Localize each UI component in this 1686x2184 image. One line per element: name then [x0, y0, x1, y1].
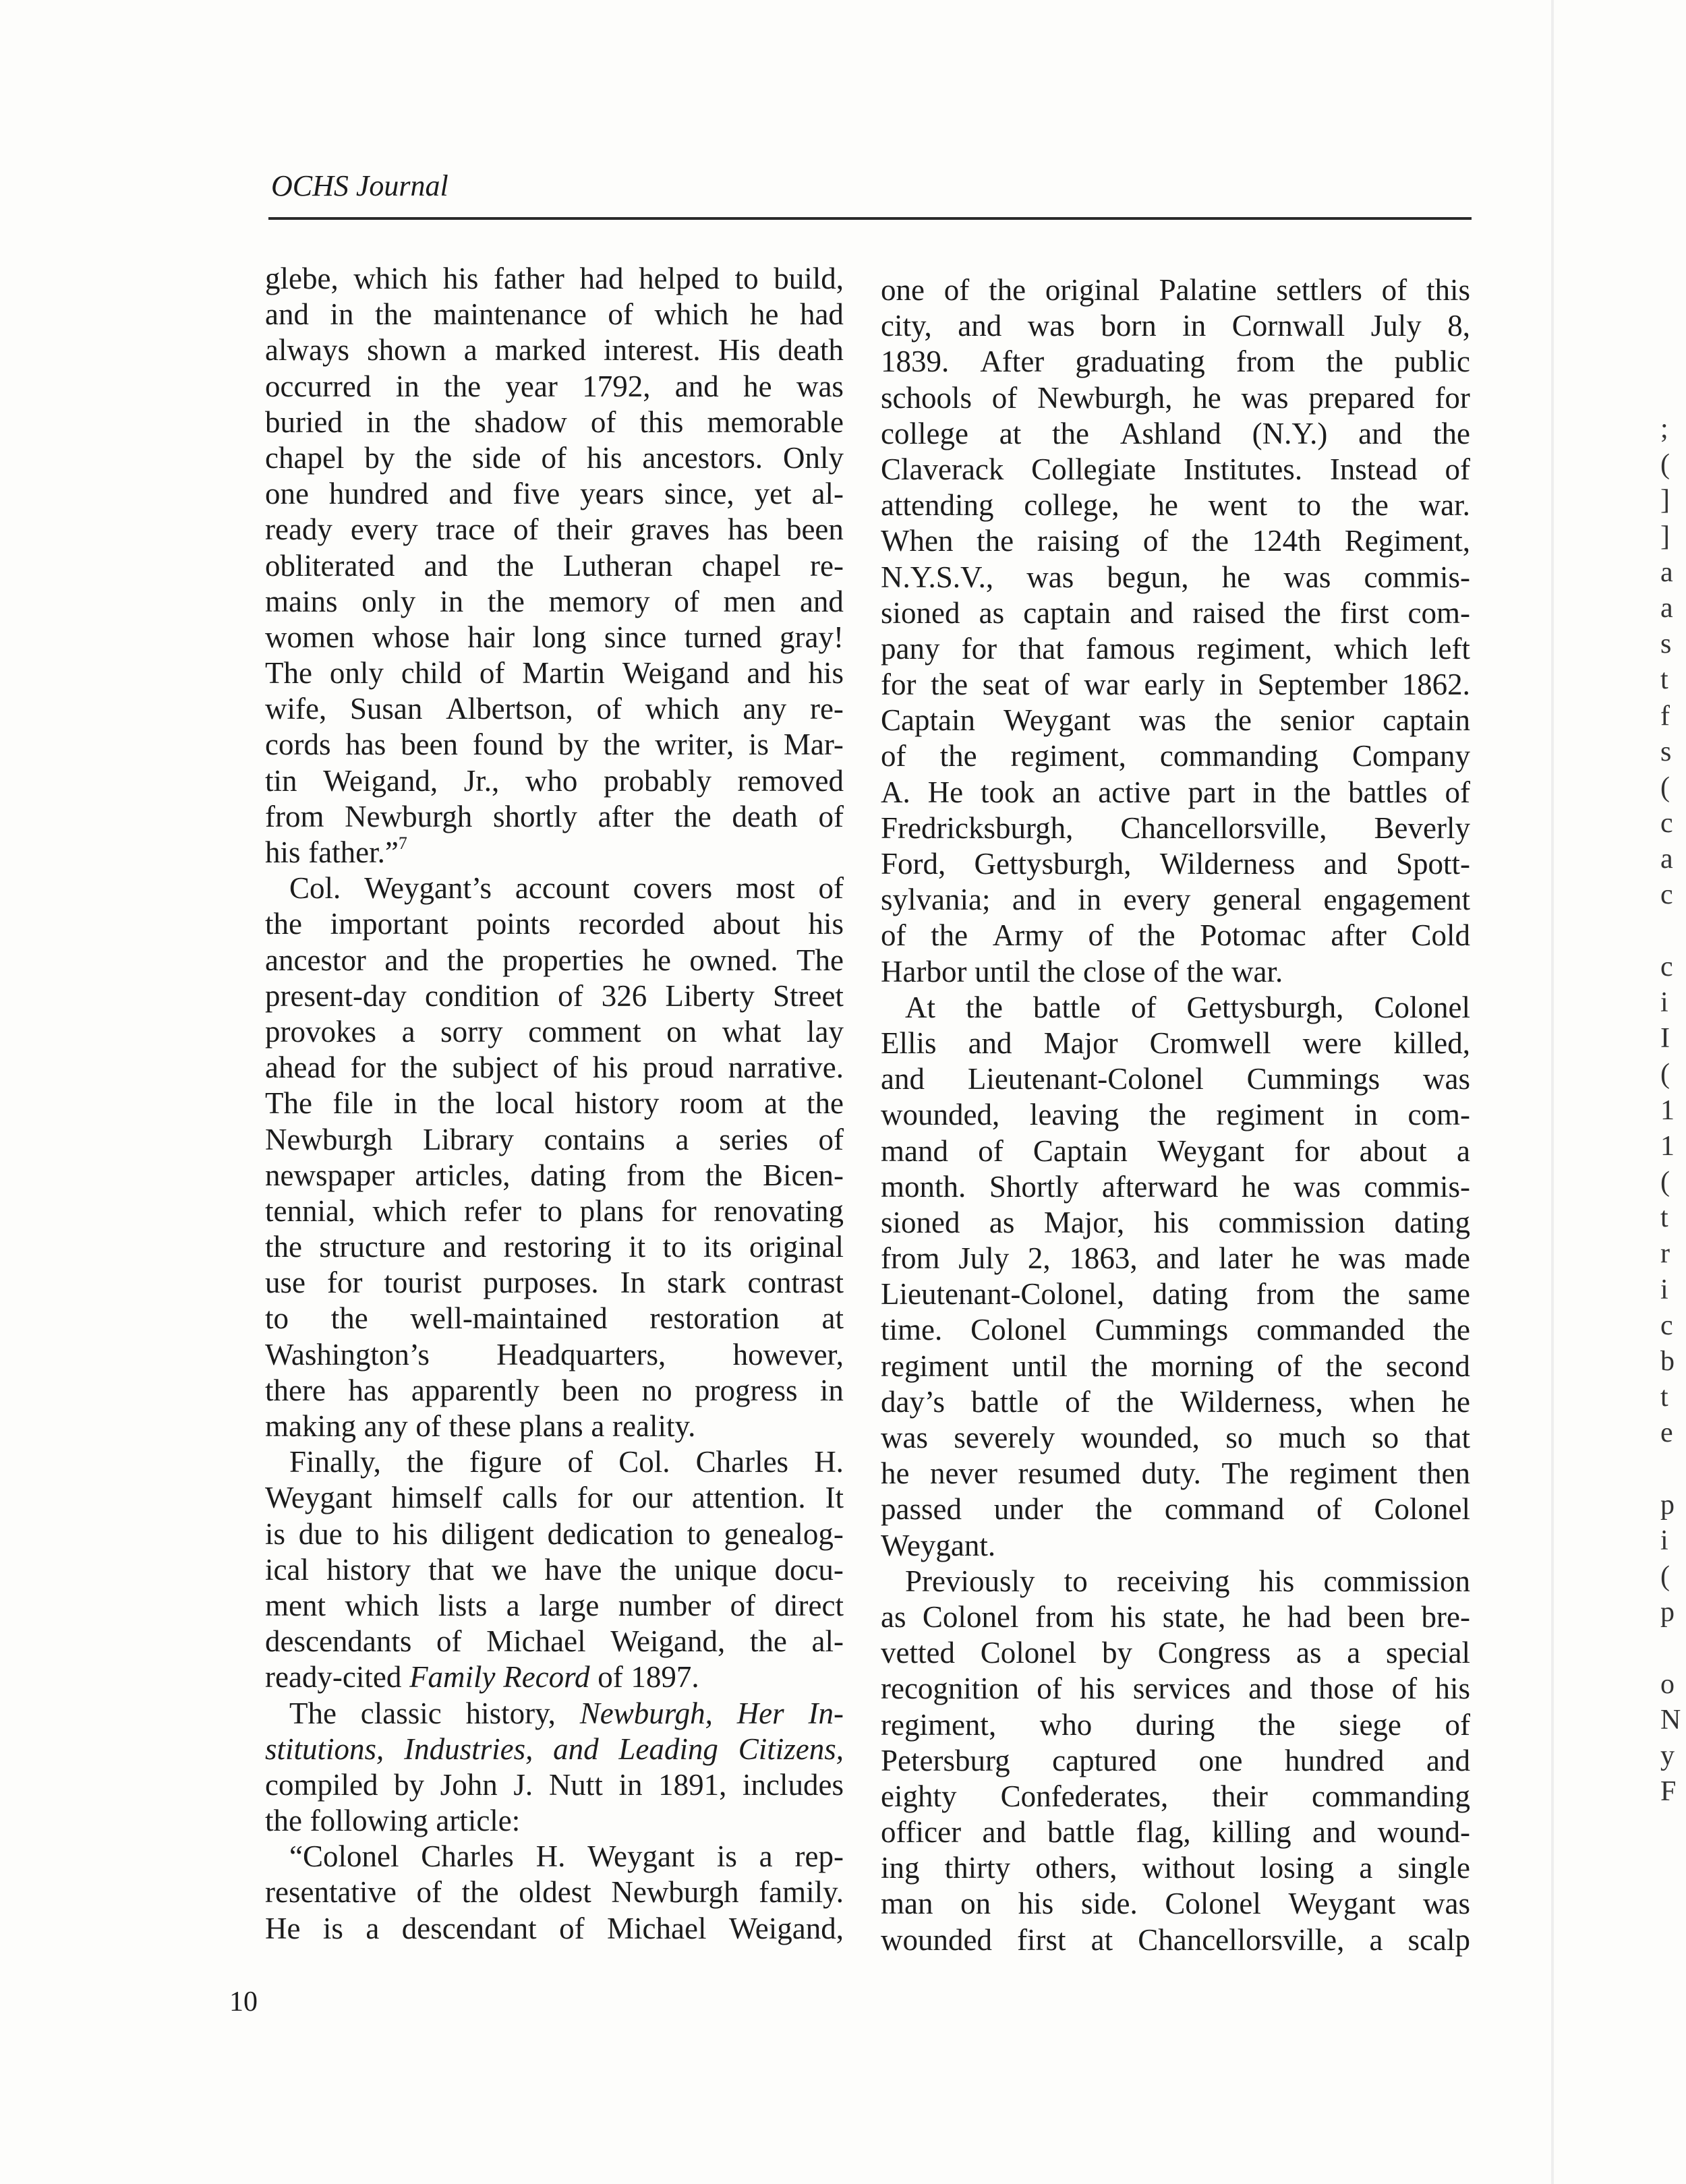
page-fragment-char: r — [1660, 1238, 1670, 1270]
page-fragment-char: a — [1660, 592, 1673, 624]
text-line: officer and battle flag, killing and wound- — [881, 1815, 1470, 1850]
text-line: ancestor and the properties he owned. The — [265, 943, 844, 977]
page-fragment-char — [1660, 1630, 1686, 1666]
text-line: tennial, which refer to plans for renovating — [265, 1193, 844, 1228]
text-line: from July 2, 1863, and later he was made — [881, 1241, 1470, 1276]
page-number: 10 — [229, 1986, 258, 2017]
text-line: recognition of his services and those of his — [881, 1672, 1470, 1706]
text-line: sioned as Major, his commission dating — [881, 1205, 1470, 1239]
text-line: stitutions, Industries, and Leading Citizens, — [265, 1732, 844, 1766]
text-line: Ford, Gettysburgh, Wilderness and Spott- — [881, 847, 1470, 881]
page-fragment-char: c — [1660, 879, 1673, 911]
page-fragment-char: o — [1660, 1668, 1675, 1700]
text-line: 1839. After graduating from the public — [881, 345, 1470, 379]
page-fragment-char: ; — [1660, 413, 1668, 444]
text-line: wife, Susan Albertson, of which any re- — [265, 692, 844, 726]
text-line: Lieutenant-Colonel, dating from the same — [881, 1277, 1470, 1311]
text-line: glebe, which his father had helped to build, — [265, 262, 844, 295]
text-line: college at the Ashland (N.Y.) and the — [881, 416, 1470, 450]
page-fragment-char: ( — [1660, 449, 1670, 481]
text-line: the important points recorded about his — [265, 907, 844, 941]
page-fragment-char: p — [1660, 1597, 1675, 1628]
page-fragment-char: t — [1660, 1202, 1668, 1234]
text-line: eighty Confederates, their commanding — [881, 1779, 1470, 1813]
text-line: sioned as captain and raised the first com- — [881, 595, 1470, 630]
text-line: schools of Newburgh, he was prepared for — [881, 380, 1470, 415]
page-fragment-char: e — [1660, 1417, 1673, 1449]
text-line: for the seat of war early in September 1862. — [881, 668, 1470, 702]
text-line: Col. Weygant’s account covers most of — [289, 871, 844, 906]
text-line: from Newburgh shortly after the death of — [265, 799, 844, 833]
header-rule — [268, 217, 1472, 220]
page-fragment-char: f — [1660, 700, 1670, 732]
page-fragment-char: N — [1660, 1704, 1681, 1736]
text-line: ready every trace of their graves has been — [265, 512, 844, 547]
text-line: of the Army of the Potomac after Cold — [881, 918, 1470, 953]
page-fragment-char: F — [1660, 1776, 1677, 1808]
page-fragment-char: ( — [1660, 771, 1670, 803]
text-line: was severely wounded, so much so that — [881, 1421, 1470, 1454]
text-line: Previously to receiving his commission — [905, 1564, 1470, 1598]
text-line: one hundred and five years since, yet al- — [265, 477, 844, 511]
text-line: the structure and restoring it to its original — [265, 1230, 844, 1264]
page-fragment-char: c — [1660, 951, 1673, 982]
page-fragment-char: ( — [1660, 1166, 1670, 1198]
text-line: Weygant himself calls for our attention. It — [265, 1481, 844, 1515]
text-line: The classic history, Newburgh, Her In- — [289, 1696, 844, 1730]
text-line: ment which lists a large number of direct — [265, 1588, 844, 1622]
page-fragment-char: t — [1660, 1382, 1668, 1413]
text-line: Fredricksburgh, Chancellorsville, Beverly — [881, 810, 1470, 845]
page-fragment-char: a — [1660, 844, 1673, 875]
text-line: his father.”$^7$ — [265, 833, 407, 869]
text-line: chapel by the side of his ancestors. Only — [265, 440, 844, 475]
text-line: regiment, who during the siege of — [881, 1707, 1470, 1742]
text-line: pany for that famous regiment, which left — [881, 631, 1470, 666]
text-line: tin Weigand, Jr., who probably removed — [265, 763, 844, 798]
text-line: passed under the command of Colonel — [881, 1492, 1470, 1527]
left-text-column — [265, 261, 844, 1947]
text-line: wounded, leaving the regiment in com- — [881, 1098, 1470, 1132]
text-line: Captain Weygant was the senior captain — [881, 703, 1470, 738]
text-line: compiled by John J. Nutt in 1891, includes — [265, 1767, 844, 1802]
text-line: newspaper articles, dating from the Bicen- — [265, 1158, 844, 1192]
text-line: wounded first at Chancellorsville, a scalp — [881, 1922, 1470, 1957]
text-line: Ellis and Major Cromwell were killed, — [881, 1026, 1470, 1060]
page-fragment-char: i — [1660, 1274, 1668, 1305]
page-fragment-char: a — [1660, 556, 1673, 588]
text-line: descendants of Michael Weigand, the al- — [265, 1624, 844, 1659]
text-line: obliterated and the Lutheran chapel re- — [265, 548, 844, 583]
text-line: making any of these plans a reality. — [265, 1409, 696, 1443]
text-line: “Colonel Charles H. Weygant is a rep- — [289, 1839, 844, 1874]
text-line: use for tourist purposes. In stark contrast — [265, 1266, 844, 1300]
text-line: mand of Captain Weygant for about a — [881, 1133, 1470, 1168]
page-fragment-char: p — [1660, 1489, 1675, 1521]
adjacent-page-fragments — [1660, 411, 1686, 1810]
text-line: sylvania; and in every general engagement — [881, 883, 1470, 917]
text-line: present-day condition of 326 Liberty Street — [265, 978, 844, 1013]
page-fragment-char: I — [1660, 1023, 1670, 1055]
text-line: At the battle of Gettysburgh, Colonel — [905, 990, 1470, 1024]
text-line: N.Y.S.V., was begun, he was commis- — [881, 560, 1470, 594]
text-line: city, and was born in Cornwall July 8, — [881, 309, 1470, 343]
text-line: Petersburg captured one hundred and — [881, 1743, 1470, 1777]
text-line: one of the original Palatine settlers of this — [881, 273, 1470, 307]
page-fragment-char: c — [1660, 1309, 1673, 1341]
text-line: attending college, he went to the war. — [881, 488, 1470, 523]
text-line: Finally, the figure of Col. Charles H. — [289, 1445, 844, 1479]
right-text-column — [881, 272, 1470, 1958]
text-line: Weygant. — [881, 1528, 996, 1562]
text-line: is due to his diligent dedication to genealog- — [265, 1516, 844, 1551]
text-line: ahead for the subject of his proud narrative. — [265, 1051, 844, 1085]
running-header: OCHS Journal — [271, 169, 448, 202]
text-line: buried in the shadow of this memorable — [265, 405, 844, 439]
text-line: man on his side. Colonel Weygant was — [881, 1887, 1470, 1921]
page-fragment-char: ] — [1660, 485, 1670, 517]
text-line: as Colonel from his state, he had been bre- — [881, 1599, 1470, 1634]
page-fragment-char: c — [1660, 808, 1673, 839]
text-line: The only child of Martin Weigand and his — [265, 656, 844, 690]
page-fragment-char: b — [1660, 1345, 1675, 1377]
text-line: A. He took an active part in the battles of — [881, 775, 1470, 809]
text-line: to the well-maintained restoration at — [265, 1301, 844, 1336]
page-fragment-char: 1 — [1660, 1130, 1675, 1162]
text-line: mains only in the memory of men and — [265, 584, 844, 618]
footnote-marker: 7 — [398, 833, 407, 853]
text-line: there has apparently been no progress in — [265, 1373, 844, 1407]
text-line: day’s battle of the Wilderness, when he — [881, 1384, 1470, 1419]
text-line: always shown a marked interest. His death — [265, 333, 844, 367]
page-fragment-char: s — [1660, 736, 1672, 767]
page-fragment-char: s — [1660, 628, 1672, 660]
text-line: ready-cited Family Record of 1897. — [265, 1660, 699, 1694]
page-fragment-char: ] — [1660, 521, 1670, 552]
text-line: ical history that we have the unique docu- — [265, 1552, 844, 1587]
text-line: time. Colonel Cummings commanded the — [881, 1313, 1470, 1347]
text-line: vetted Colonel by Congress as a special — [881, 1636, 1470, 1670]
page-fragment-char: t — [1660, 664, 1668, 696]
page-fragment-char: i — [1660, 987, 1668, 1018]
page-fragment-char — [1660, 914, 1686, 949]
text-line: Newburgh Library contains a series of — [265, 1122, 844, 1156]
page-fragment-char: i — [1660, 1525, 1668, 1556]
text-line: month. Shortly afterward he was commis- — [881, 1169, 1470, 1204]
text-line: regiment until the morning of the second — [881, 1349, 1470, 1383]
text-line: women whose hair long since turned gray! — [265, 620, 844, 654]
text-line: provokes a sorry comment on what lay — [265, 1014, 844, 1049]
text-line: and Lieutenant-Colonel Cummings was — [881, 1062, 1470, 1096]
text-line: Claverack Collegiate Institutes. Instead of — [881, 452, 1470, 486]
text-line: resentative of the oldest Newburgh family. — [265, 1875, 844, 1910]
text-line: Washington’s Headquarters, however, — [265, 1337, 844, 1371]
text-line: ing thirty others, without losing a single — [881, 1851, 1470, 1885]
page-fragment-char: y — [1660, 1740, 1675, 1771]
page-edge-shadow — [1551, 0, 1554, 2184]
page-fragment-char: 1 — [1660, 1094, 1675, 1126]
text-line: cords has been found by the writer, is Mar- — [265, 728, 844, 762]
text-line: The file in the local history room at the — [265, 1086, 844, 1121]
text-line: of the regiment, commanding Company — [881, 739, 1470, 773]
page-fragment-char — [1660, 1451, 1686, 1487]
text-line: and in the maintenance of which he had — [265, 297, 844, 332]
text-line: Harbor until the close of the war. — [881, 954, 1283, 988]
page-fragment-char: ( — [1660, 1059, 1670, 1090]
text-line: He is a descendant of Michael Weigand, — [265, 1911, 844, 1945]
text-line: the following article: — [265, 1804, 521, 1838]
text-line: When the raising of the 124th Regiment, — [881, 524, 1470, 558]
text-line: he never resumed duty. The regiment then — [881, 1456, 1470, 1491]
text-line: occurred in the year 1792, and he was — [265, 369, 844, 403]
page-fragment-char: ( — [1660, 1561, 1670, 1592]
